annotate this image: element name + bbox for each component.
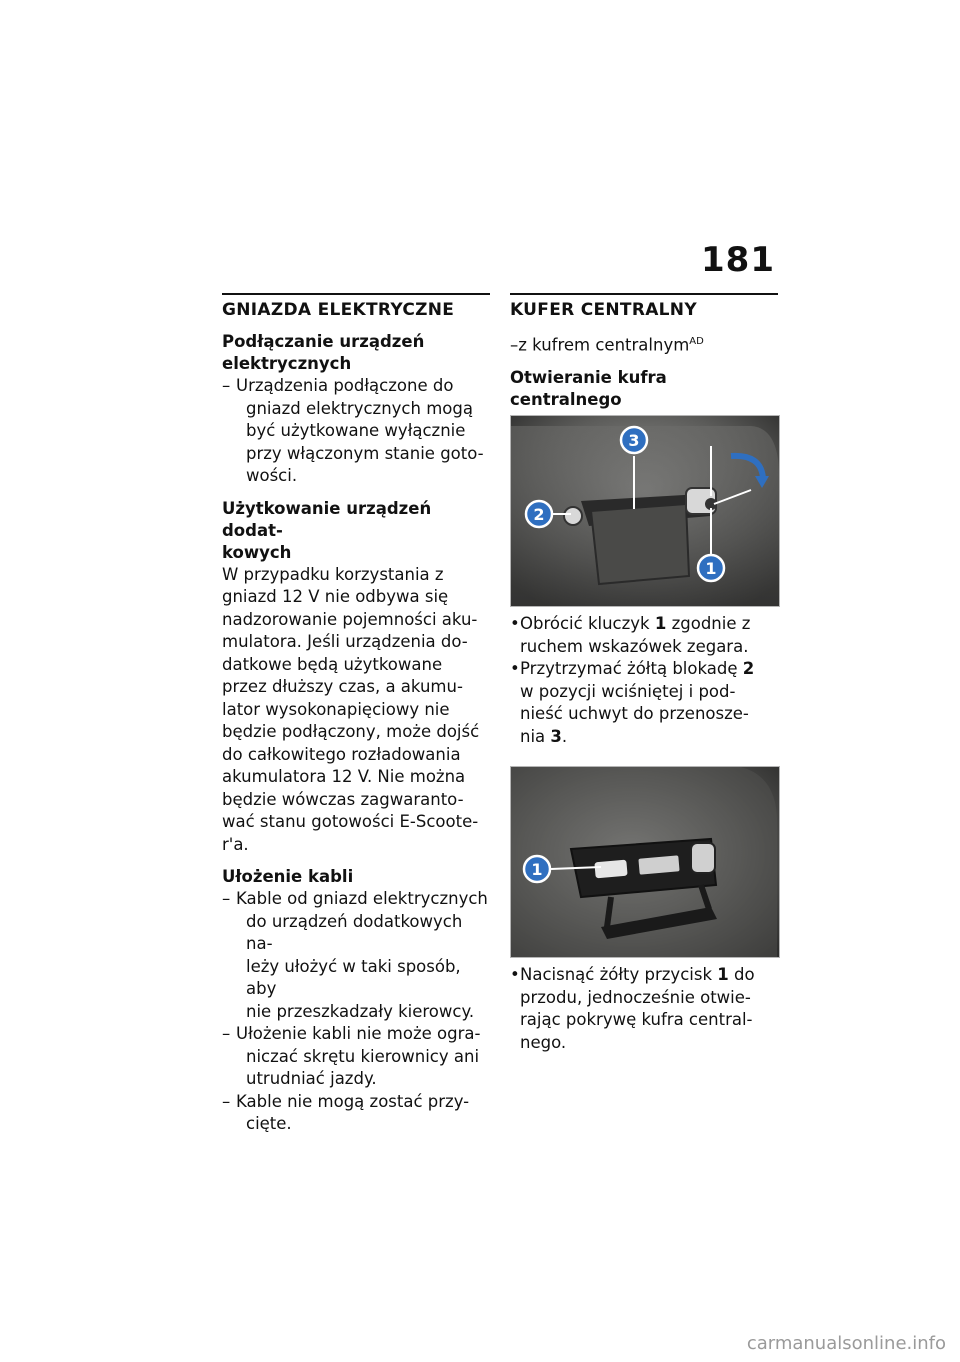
text-run: . <box>561 726 568 746</box>
text-line: gniazd elektrycznych mogą <box>246 398 473 418</box>
option-line <box>510 331 778 357</box>
text-line: niczać skrętu kierownicy ani <box>246 1046 480 1066</box>
bullet-item <box>510 613 778 658</box>
text-run: nia <box>520 726 551 746</box>
figure-topcase-button <box>510 766 780 958</box>
text-line: w pozycji wciśniętej i pod- <box>520 681 736 701</box>
right-column <box>510 293 778 1054</box>
text-run: Nacisnąć żółty przycisk <box>520 965 718 984</box>
section-title-topcase: KUFER CENTRALNY <box>510 300 697 320</box>
subheading-line: elektrycznych <box>222 354 352 373</box>
section-rule <box>222 293 490 295</box>
option-superscript: AD <box>689 336 704 347</box>
reference-number: 1 <box>654 614 667 633</box>
bullet-marker: • <box>510 965 520 984</box>
text-line: wości. <box>246 466 298 485</box>
text-line: W przypadku korzystania z <box>222 564 444 584</box>
bullet-marker: • <box>510 614 520 633</box>
callout-label: 2 <box>533 505 545 524</box>
text-line: nego. <box>520 1032 567 1052</box>
callout-1 <box>698 555 724 581</box>
left-column <box>222 293 490 1136</box>
callout-label: 1 <box>531 860 543 879</box>
text-run: do <box>728 965 755 984</box>
text-line: będzie wówczas zagwaranto- <box>222 789 464 809</box>
dash-marker: – <box>222 1024 231 1043</box>
dash-marker: – <box>222 1091 231 1111</box>
usage-paragraph <box>222 564 490 857</box>
text-run: Obrócić kluczyk <box>520 614 655 633</box>
watermark: carmanualsonline.info <box>746 1333 946 1354</box>
bullet-marker: • <box>510 659 520 678</box>
text-line: cięte. <box>246 1114 292 1133</box>
text-line: przodu, jednocześnie otwie- <box>520 987 751 1007</box>
text-line: datkowe będą użytkowane <box>222 654 443 674</box>
text-line: do urządzeń dodatkowych na- <box>246 911 463 953</box>
callout-1 <box>524 856 550 882</box>
text-line: nie przeszkadzały kierowcy. <box>246 1001 475 1021</box>
subheading-line: kowych <box>222 542 292 562</box>
reference-number: 3 <box>550 726 562 746</box>
text-line: mulatora. Jeśli urządzenia do- <box>222 632 468 651</box>
callout-label: 1 <box>705 559 717 578</box>
text-line: utrudniać jazdy. <box>246 1069 377 1088</box>
topcase-illustration <box>511 416 779 606</box>
text-line: przez dłuższy czas, a akumu- <box>222 677 463 696</box>
text-line: do całkowitego rozładowania <box>222 744 461 764</box>
dash-marker: – <box>510 335 519 355</box>
dash-list-item <box>222 1023 490 1091</box>
dash-marker: – <box>222 376 231 395</box>
subheading-usage <box>222 498 490 564</box>
subheading-opening: Otwieranie kufra centralnego <box>510 368 667 409</box>
callout-label: 3 <box>628 431 640 450</box>
reference-number: 1 <box>717 965 729 984</box>
figure-topcase-handle <box>510 415 780 607</box>
option-text: z kufrem centralnym <box>518 335 690 355</box>
text-line: ruchem wskazówek zegara. <box>520 636 749 656</box>
bullet-item <box>510 658 778 748</box>
reference-number: 2 <box>742 659 755 678</box>
text-line: rając pokrywę kufra central- <box>520 1010 753 1029</box>
page-number: 181 <box>701 240 775 280</box>
text-line: gniazd 12 V nie odbywa się <box>222 587 449 606</box>
topcase-button-illustration <box>511 767 779 957</box>
text-line: lator wysokonapięciowy nie <box>222 699 450 719</box>
text-line: leży ułożyć w taki sposób, aby <box>246 956 461 998</box>
bullet-item <box>510 964 778 1054</box>
subheading-line: Podłączanie urządzeń <box>222 332 425 351</box>
section-title-sockets: GNIAZDA ELEKTRYCZNE <box>222 300 455 320</box>
text-line: Ułożenie kabli nie może ogra- <box>236 1024 481 1043</box>
text-line: być użytkowane wyłącznie <box>246 421 466 440</box>
text-line: nieść uchwyt do przenosze- <box>520 704 749 723</box>
dash-marker: – <box>222 889 231 908</box>
subheading-cables: Ułożenie kabli <box>222 867 354 886</box>
text-line: wać stanu gotowości E-Scoote- <box>222 812 479 831</box>
text-run: zgodnie z <box>666 614 751 633</box>
dash-list-item <box>222 1091 490 1136</box>
text-run: Przytrzymać żółtą blokadę <box>520 659 743 678</box>
text-line: przy włączonym stanie goto- <box>246 443 484 463</box>
text-line: Urządzenia podłączone do <box>236 376 454 395</box>
text-line: Kable nie mogą zostać przy- <box>236 1091 470 1111</box>
callout-2 <box>526 501 552 527</box>
text-line: Kable od gniazd elektrycznych <box>236 889 488 908</box>
text-line: będzie podłączony, może dojść <box>222 722 480 741</box>
subheading-connecting <box>222 331 490 375</box>
dash-list-item <box>222 888 490 1023</box>
callout-3 <box>621 427 647 453</box>
text-line: nadzorowanie pojemności aku- <box>222 609 478 629</box>
subheading-line: Użytkowanie urządzeń dodat- <box>222 498 432 540</box>
text-line: akumulatora 12 V. Nie można <box>222 767 466 786</box>
section-rule <box>510 293 778 295</box>
text-line: r'a. <box>222 834 249 854</box>
dash-list-item <box>222 375 490 488</box>
